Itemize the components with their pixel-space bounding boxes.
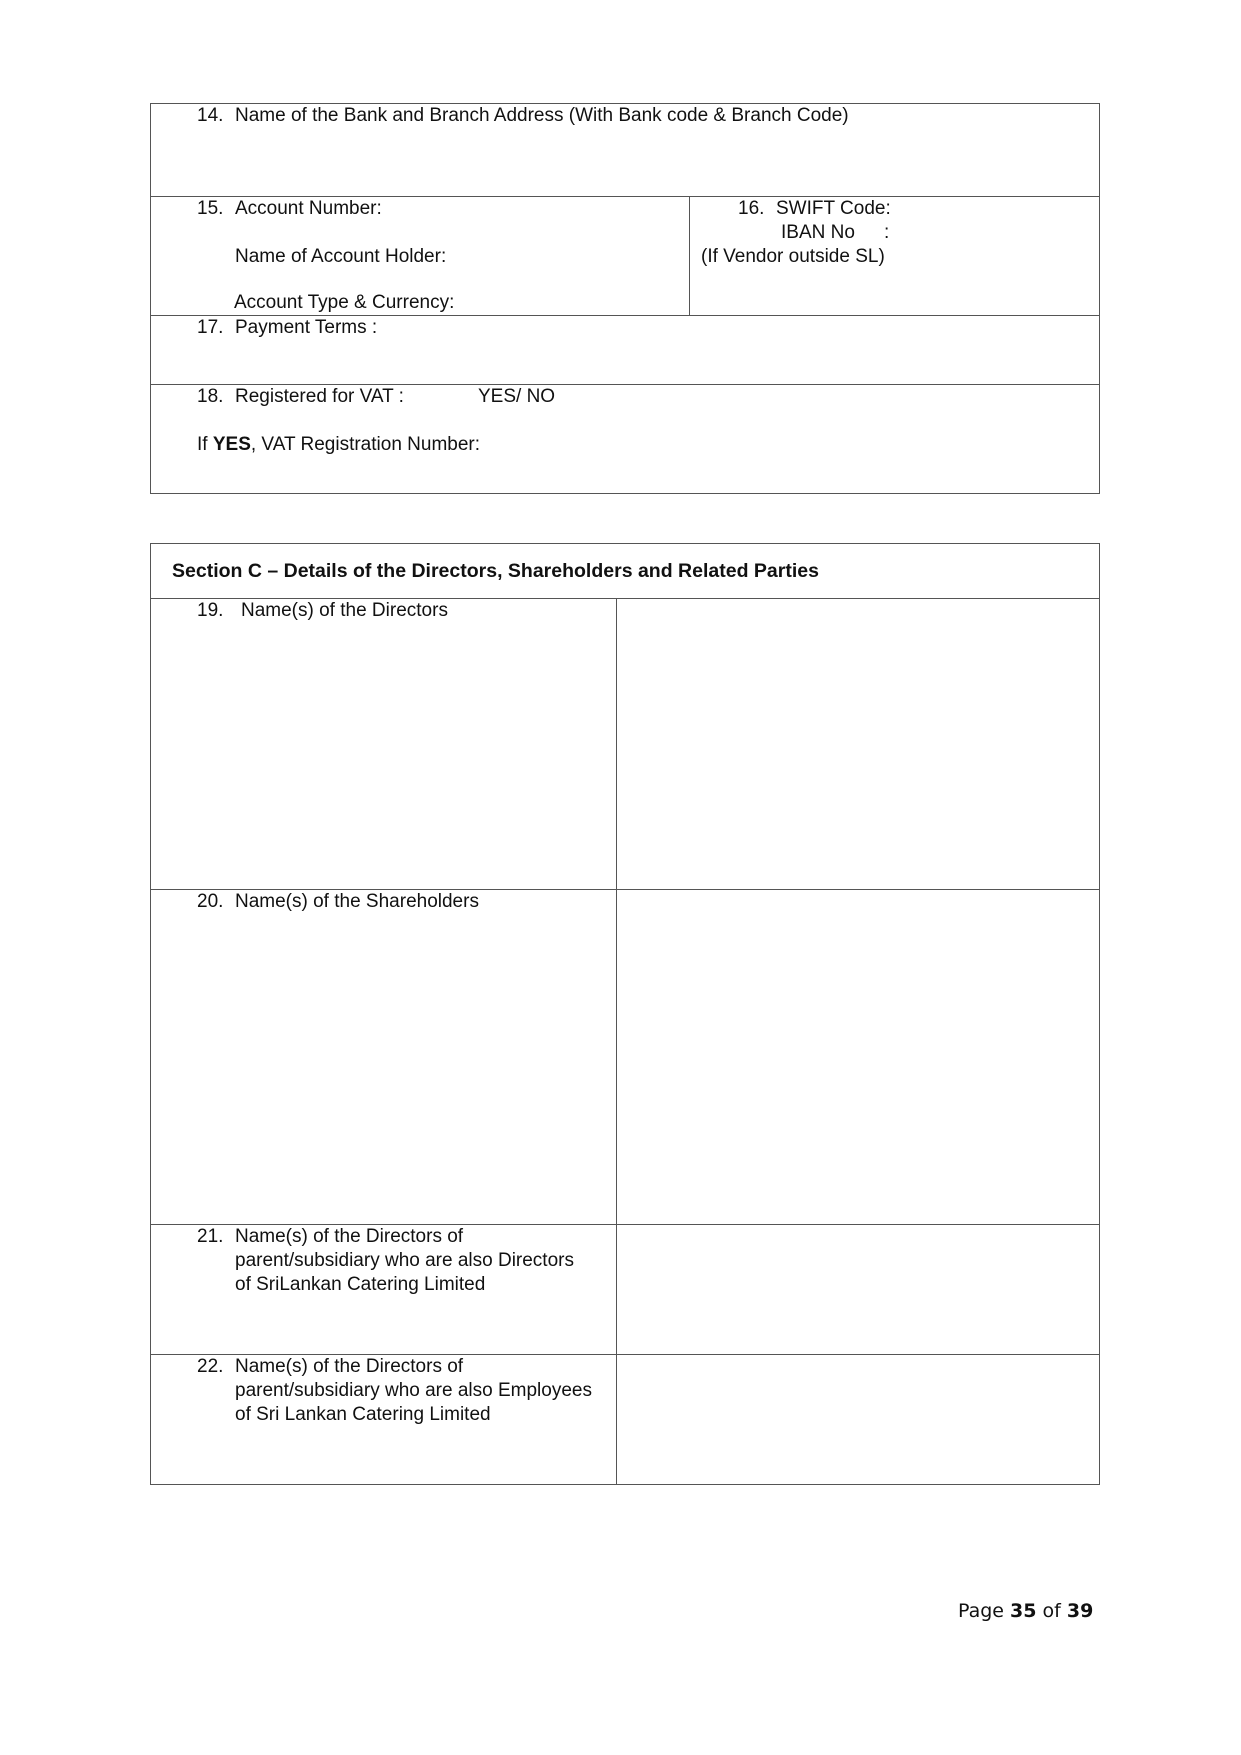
account-holder-label: Name of Account Holder: [235,246,447,267]
page-word: Page [958,1600,1004,1622]
item-14-bank-branch-label: Name of the Bank and Branch Address (With Bank code & Branch Code) [235,105,849,126]
of-word: of [1042,1600,1061,1622]
item-22-line-3: of Sri Lankan Catering Limited [235,1404,491,1425]
account-number-label: Account Number: [235,198,382,219]
directors-names-label: Name(s) of the Directors [241,600,448,621]
iban-colon: : [884,222,890,243]
account-type-currency-label: Account Type & Currency: [234,292,455,313]
vat-yes-no-options: YES/ NO [478,386,556,407]
item-22-line-1: Name(s) of the Directors of [235,1356,464,1377]
item-21-number: 21. [197,1226,224,1247]
item-22-number: 22. [197,1356,224,1377]
vat-if-prefix: If [197,434,208,455]
item-20-number: 20. [197,891,224,912]
vat-if-suffix: , VAT Registration Number: [250,434,481,455]
page-number-footer [958,1600,1093,1622]
vendor-outside-sl-note: (If Vendor outside SL) [701,246,885,267]
item-21-line-1: Name(s) of the Directors of [235,1226,464,1247]
registered-for-vat-label: Registered for VAT : [235,386,404,407]
section-c-column-divider [616,598,617,1485]
payment-terms-label: Payment Terms : [235,317,378,338]
total-pages: 39 [1066,1600,1094,1622]
item-15-number: 15. [197,198,224,219]
item-17-number: 17. [197,317,224,338]
iban-label: IBAN No [781,222,855,243]
current-page: 35 [1010,1600,1037,1622]
section-c-table [150,543,1100,1485]
item-21-line-3: of SriLankan Catering Limited [235,1274,486,1295]
vat-registration-number-label [197,433,480,457]
item-14-number: 14. [197,105,224,126]
vat-if-yes: YES [212,434,251,455]
shareholders-names-label: Name(s) of the Shareholders [235,891,479,912]
item-19-number: 19. [197,600,224,621]
swift-code-label: SWIFT Code: [776,198,891,219]
col-divider-15-16 [689,196,690,315]
item-22-line-2: parent/subsidiary who are also Employees [235,1380,592,1401]
item-16-number: 16. [738,198,765,219]
item-18-number: 18. [197,386,224,407]
section-c-title: Section C – Details of the Directors, Shareholders and Related Parties [172,560,819,582]
item-21-line-2: parent/subsidiary who are also Directors [235,1250,574,1271]
